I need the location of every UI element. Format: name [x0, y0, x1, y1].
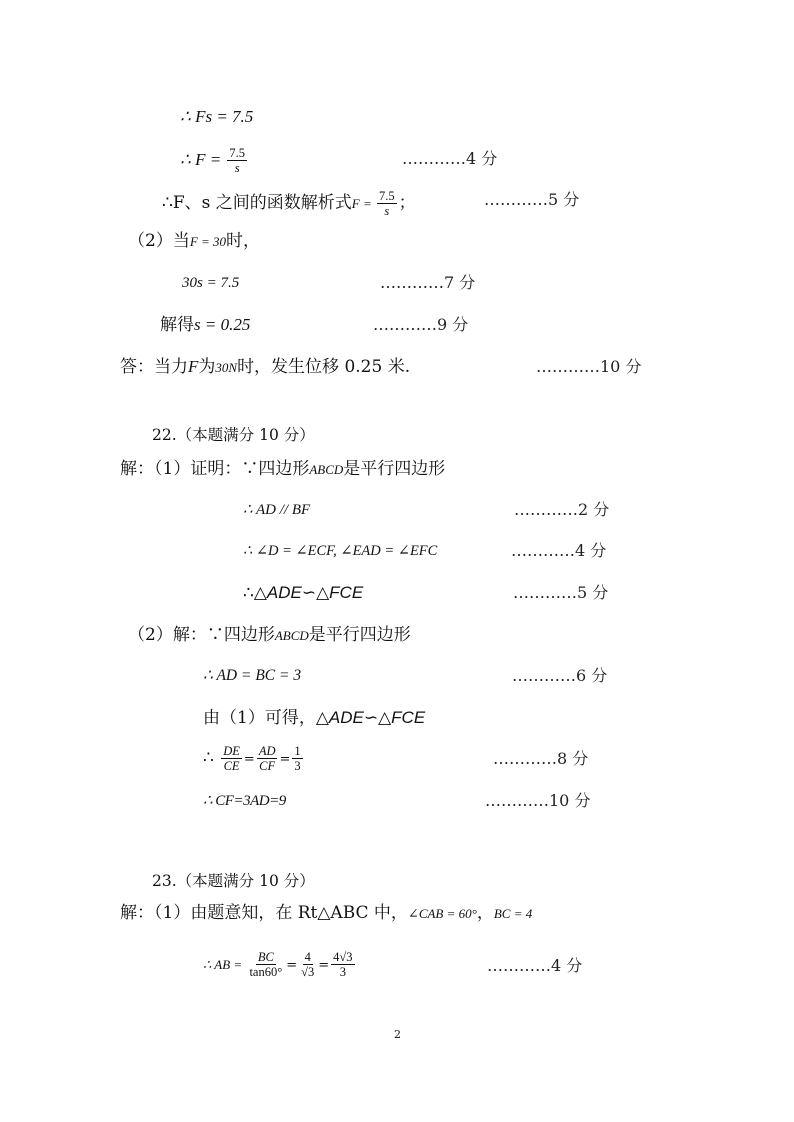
fraction	[257, 744, 278, 773]
numerator: DE	[223, 744, 240, 758]
angle-equality: ∴ ∠D = ∠ECF, ∠EAD = ∠EFC	[243, 543, 438, 559]
variable: F	[188, 357, 199, 376]
value: 30N	[215, 360, 238, 375]
equation-30s: 30s = 7.5	[182, 275, 240, 291]
ratio-equation: ∴ $\frac{DE}{CE}$ = $\frac{AD}{CF}$ = $\frac{1}{3}$	[203, 744, 301, 773]
quadrilateral-name: ABCD	[274, 628, 309, 643]
numerator: BC	[257, 950, 274, 964]
fraction	[331, 950, 354, 979]
score-label: …………4 分	[487, 956, 583, 975]
function-expression-line	[162, 189, 416, 218]
line-text: 时，	[226, 231, 261, 251]
part-2-condition	[128, 230, 260, 253]
fraction	[247, 950, 284, 979]
line-text: 解：（1）证明：∵四边形	[120, 459, 310, 479]
denominator: √3	[301, 965, 315, 979]
parallel-statement: ∴ AD // BF	[243, 502, 311, 518]
line-text: 解：（1）由题意知，在 Rt△ABC 中，	[120, 903, 408, 923]
angle-given: ∠CAB = 60°	[407, 906, 477, 921]
answer-line	[120, 356, 410, 379]
fraction	[221, 744, 242, 773]
denominator: s	[384, 204, 390, 218]
denominator: CF	[259, 759, 276, 773]
line-text: （2）解：∵四边形	[128, 625, 275, 645]
line-end: ；	[398, 193, 416, 213]
cf-result: ∴ CF=3AD=9	[203, 793, 286, 809]
therefore-symbol: ∴	[203, 748, 214, 768]
score-label: …………7 分	[380, 273, 476, 292]
line-text: 解得	[160, 315, 194, 335]
numerator: 4	[304, 950, 311, 964]
denominator: 3	[339, 965, 346, 979]
ab-calculation: ∴ AB = $\frac{BC}{\tan 60^\circ}$ = $\frac{4}{√3}$ = $\frac{4√3}{3}$	[203, 950, 353, 979]
denominator: tan60°	[249, 965, 283, 979]
separator: ，	[476, 903, 494, 923]
equation: s = 0.25	[194, 315, 251, 334]
solution-line	[160, 314, 250, 336]
score-label: …………10 分	[536, 357, 642, 376]
line-text: （2）当	[128, 231, 190, 251]
page-number: 2	[394, 1028, 401, 1041]
line-text: 答：当力	[120, 357, 188, 377]
equation-prefix: ∴ AB =	[203, 957, 246, 972]
equation-f-fraction	[180, 146, 249, 175]
length-equality: ∴ AD = BC = 3	[203, 667, 302, 684]
fraction	[227, 146, 247, 175]
score-label: …………10 分	[485, 791, 591, 810]
q22-proof-intro	[120, 458, 445, 481]
line-text: 时，发生位移 0.25 米.	[237, 357, 411, 377]
equation-lhs: F =	[351, 196, 375, 211]
question-22-title: 22.（本题满分 10 分）	[152, 426, 315, 444]
similarity-statement: ∴△ADE∽△FCE	[243, 583, 364, 602]
length-given: BC = 4	[493, 906, 533, 921]
line-text: 是平行四边形	[308, 625, 411, 645]
denominator: 3	[294, 759, 301, 773]
score-label: …………6 分	[512, 666, 608, 685]
score-label: …………5 分	[484, 190, 580, 209]
denominator: CE	[223, 759, 240, 773]
numerator: AD	[258, 744, 276, 758]
line-text: 为	[198, 357, 216, 377]
score-label: …………2 分	[514, 500, 610, 519]
equation: F = 30	[189, 234, 227, 249]
similarity-expression: △ADE∽△FCE	[315, 708, 426, 727]
similarity-reference	[203, 707, 425, 729]
score-label: …………4 分	[402, 149, 498, 168]
equation-prefix: ∴ F =	[180, 150, 226, 169]
q22-part-2-intro	[128, 624, 411, 647]
numerator: 4√3	[333, 950, 353, 964]
fraction	[292, 744, 302, 773]
quadrilateral-name: ABCD	[309, 462, 344, 477]
score-label: …………8 分	[493, 749, 589, 768]
equation-fs: ∴ Fs = 7.5	[180, 107, 254, 126]
numerator: 7.5	[378, 189, 395, 203]
numerator: 7.5	[229, 146, 246, 160]
numerator: 1	[294, 744, 301, 758]
line-text: 由（1）可得，	[203, 708, 316, 728]
question-23-title: 23.（本题满分 10 分）	[152, 872, 315, 890]
denominator: s	[234, 161, 240, 175]
line-text: 是平行四边形	[343, 459, 446, 479]
line-text: ∴F、s 之间的函数解析式	[162, 193, 352, 213]
fraction	[377, 189, 397, 218]
fraction	[299, 950, 316, 979]
score-label: …………5 分	[513, 583, 609, 602]
score-label: …………4 分	[511, 541, 607, 560]
q23-given	[120, 902, 532, 925]
score-label: …………9 分	[373, 315, 469, 334]
